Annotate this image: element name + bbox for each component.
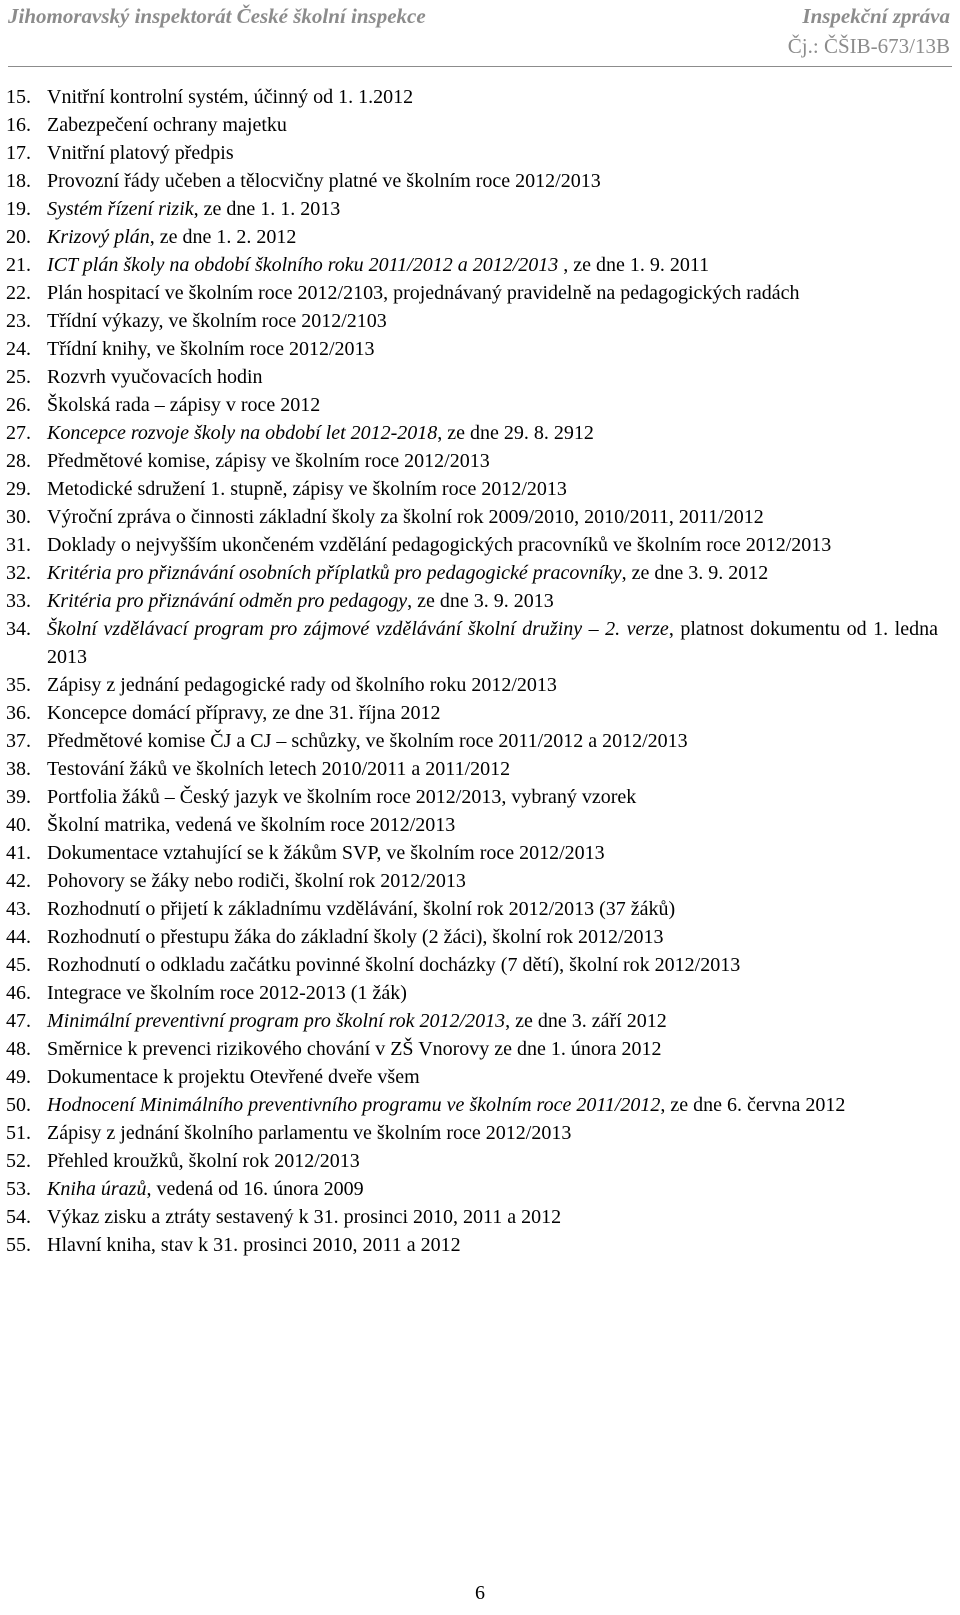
list-item bbox=[6, 839, 938, 867]
list-item-text bbox=[47, 559, 938, 587]
list-item-text bbox=[47, 167, 938, 195]
list-item-text-part: Rozhodnutí o přijetí k základnímu vzdělávání, školní rok 2012/2013 (37 žáků) bbox=[47, 898, 676, 920]
list-item-text bbox=[47, 587, 938, 615]
list-item-number: 23. bbox=[6, 310, 31, 332]
list-item-text-part: Zabezpečení ochrany majetku bbox=[47, 114, 287, 136]
list-item-number: 53. bbox=[6, 1178, 31, 1200]
list-item-text bbox=[47, 727, 938, 755]
list-item-text bbox=[47, 671, 938, 699]
list-item bbox=[6, 251, 938, 279]
list-item bbox=[6, 1007, 938, 1035]
list-item bbox=[6, 783, 938, 811]
list-item bbox=[6, 419, 938, 447]
list-item-text bbox=[47, 1007, 938, 1035]
list-item bbox=[6, 951, 938, 979]
list-item-number: 41. bbox=[6, 842, 31, 864]
list-item-text bbox=[47, 503, 938, 531]
list-item-number: 52. bbox=[6, 1150, 31, 1172]
list-item-text bbox=[47, 307, 938, 335]
list-item-text bbox=[47, 1231, 938, 1259]
list-item bbox=[6, 1119, 938, 1147]
list-item bbox=[6, 979, 938, 1007]
list-item bbox=[6, 391, 938, 419]
list-item bbox=[6, 727, 938, 755]
list-item-text bbox=[47, 1035, 938, 1063]
list-item-text-part: Výroční zpráva o činnosti základní školy za školní rok 2009/2010, 2010/2011, 2011/2012 bbox=[47, 506, 764, 528]
list-item-text-part: , ze dne 6. června 2012 bbox=[660, 1094, 846, 1116]
document-title-italic: Krizový plán bbox=[47, 226, 150, 248]
document-title-italic: Školní vzdělávací program pro zájmové vzdělávání školní družiny – 2. verze bbox=[47, 618, 669, 640]
document-list bbox=[6, 83, 938, 1259]
list-item-text-part: Pohovory se žáky nebo rodiči, školní rok 2012/2013 bbox=[47, 870, 466, 892]
list-item-text-part: Testování žáků ve školních letech 2010/2011 a 2011/2012 bbox=[47, 758, 511, 780]
list-item-number: 29. bbox=[6, 478, 31, 500]
list-item bbox=[6, 531, 938, 559]
list-item-number: 37. bbox=[6, 730, 31, 752]
list-item-text-part: , ze dne 29. 8. 2912 bbox=[437, 422, 594, 444]
list-item-text-part: Rozhodnutí o přestupu žáka do základní školy (2 žáci), školní rok 2012/2013 bbox=[47, 926, 664, 948]
list-item-text bbox=[47, 951, 938, 979]
header-reference-number: Čj.: ČŠIB-673/13B bbox=[787, 34, 950, 58]
header-report-title: Inspekční zpráva bbox=[802, 4, 950, 28]
list-item-text-part: Přehled kroužků, školní rok 2012/2013 bbox=[47, 1150, 360, 1172]
list-item-text-part: Doklady o nejvyšším ukončeném vzdělání pedagogických pracovníků ve školním roce 2012/2013 bbox=[47, 534, 832, 556]
list-item-number: 44. bbox=[6, 926, 31, 948]
list-item-number: 18. bbox=[6, 170, 31, 192]
document-title-italic: Kritéria pro přiznávání osobních příplatků pro pedagogické pracovníky bbox=[47, 562, 622, 584]
list-item-number: 27. bbox=[6, 422, 31, 444]
list-item-text bbox=[47, 83, 938, 111]
list-item-text-part: Předmětové komise ČJ a CJ – schůzky, ve školním roce 2011/2012 a 2012/2013 bbox=[47, 730, 688, 752]
list-item-number: 31. bbox=[6, 534, 31, 556]
list-item-text-part: Provozní řády učeben a tělocvičny platné ve školním roce 2012/2013 bbox=[47, 170, 601, 192]
list-item bbox=[6, 1147, 938, 1175]
list-item-text bbox=[47, 251, 938, 279]
list-item-number: 28. bbox=[6, 450, 31, 472]
list-item bbox=[6, 559, 938, 587]
list-item-text bbox=[47, 1203, 938, 1231]
list-item-text bbox=[47, 223, 938, 251]
header-divider bbox=[8, 66, 952, 67]
list-item-number: 50. bbox=[6, 1094, 31, 1116]
list-item-text-part: , ze dne 3. 9. 2013 bbox=[407, 590, 554, 612]
list-item-number: 26. bbox=[6, 394, 31, 416]
list-item-number: 24. bbox=[6, 338, 31, 360]
document-title-italic: Koncepce rozvoje školy na období let 2012-2018 bbox=[47, 422, 438, 444]
list-item-number: 25. bbox=[6, 366, 31, 388]
list-item-text bbox=[47, 699, 938, 727]
list-item-text bbox=[47, 615, 938, 671]
list-item-text-part: Rozvrh vyučovacích hodin bbox=[47, 366, 263, 388]
list-item-number: 47. bbox=[6, 1010, 31, 1032]
list-item-number: 45. bbox=[6, 954, 31, 976]
list-item-text bbox=[47, 419, 938, 447]
list-item-text-part: Hlavní kniha, stav k 31. prosinci 2010, 2011 a 2012 bbox=[47, 1234, 461, 1256]
list-item-number: 21. bbox=[6, 254, 31, 276]
list-item bbox=[6, 867, 938, 895]
list-item-text bbox=[47, 755, 938, 783]
list-item-text bbox=[47, 867, 938, 895]
list-item-number: 54. bbox=[6, 1206, 31, 1228]
list-item bbox=[6, 83, 938, 111]
list-item-number: 17. bbox=[6, 142, 31, 164]
list-item-text bbox=[47, 1091, 938, 1119]
list-item-number: 32. bbox=[6, 562, 31, 584]
list-item-text-part: , ze dne 1. 1. 2013 bbox=[193, 198, 341, 220]
page-number: 6 bbox=[475, 1582, 485, 1604]
list-item-text-part: Portfolia žáků – Český jazyk ve školním roce 2012/2013, vybraný vzorek bbox=[47, 786, 637, 808]
list-item-number: 55. bbox=[6, 1234, 31, 1256]
list-item bbox=[6, 223, 938, 251]
list-item bbox=[6, 1203, 938, 1231]
list-item bbox=[6, 587, 938, 615]
list-item-number: 36. bbox=[6, 702, 31, 724]
list-item-number: 39. bbox=[6, 786, 31, 808]
list-item-text bbox=[47, 139, 938, 167]
list-item-text-part: Vnitřní platový předpis bbox=[47, 142, 234, 164]
list-item-text bbox=[47, 895, 938, 923]
list-item bbox=[6, 699, 938, 727]
list-item-text-part: Třídní výkazy, ve školním roce 2012/2103 bbox=[47, 310, 387, 332]
list-item-text bbox=[47, 335, 938, 363]
list-item-number: 51. bbox=[6, 1122, 31, 1144]
list-item bbox=[6, 111, 938, 139]
list-item-text-part: Směrnice k prevenci rizikového chování v ZŠ Vnorovy ze dne 1. února 2012 bbox=[47, 1038, 662, 1060]
list-item-text bbox=[47, 1119, 938, 1147]
list-item-text-part: Dokumentace k projektu Otevřené dveře všem bbox=[47, 1066, 420, 1088]
list-item-text bbox=[47, 839, 938, 867]
list-item bbox=[6, 1035, 938, 1063]
list-item bbox=[6, 1091, 938, 1119]
list-item-number: 34. bbox=[6, 618, 31, 640]
list-item bbox=[6, 1063, 938, 1091]
list-item-number: 43. bbox=[6, 898, 31, 920]
list-item-text-part: , vedená od 16. února 2009 bbox=[146, 1178, 364, 1200]
list-item-number: 15. bbox=[6, 86, 31, 108]
list-item bbox=[6, 1175, 938, 1203]
page-header bbox=[8, 2, 950, 64]
list-item-text-part: Koncepce domácí přípravy, ze dne 31. října 2012 bbox=[47, 702, 441, 724]
list-item-text bbox=[47, 923, 938, 951]
list-item-text-part: Plán hospitací ve školním roce 2012/2103, projednávaný pravidelně na pedagogických radách bbox=[47, 282, 800, 304]
list-item-text-part: Třídní knihy, ve školním roce 2012/2013 bbox=[47, 338, 375, 360]
list-item-text bbox=[47, 979, 938, 1007]
list-item-number: 30. bbox=[6, 506, 31, 528]
list-item bbox=[6, 335, 938, 363]
list-item-text bbox=[47, 447, 938, 475]
list-item-text-part: , ze dne 1. 2. 2012 bbox=[149, 226, 297, 248]
list-item bbox=[6, 755, 938, 783]
list-item bbox=[6, 671, 938, 699]
list-item bbox=[6, 307, 938, 335]
document-title-italic: Minimální preventivní program pro školní rok 2012/2013 bbox=[47, 1010, 506, 1032]
list-item-text-part: Dokumentace vztahující se k žákům SVP, ve školním roce 2012/2013 bbox=[47, 842, 605, 864]
list-item bbox=[6, 615, 938, 671]
list-item-text-part: Předmětové komise, zápisy ve školním roce 2012/2013 bbox=[47, 450, 490, 472]
list-item-text bbox=[47, 1175, 938, 1203]
list-item bbox=[6, 195, 938, 223]
list-item-number: 16. bbox=[6, 114, 31, 136]
list-item-text-part: Metodické sdružení 1. stupně, zápisy ve školním roce 2012/2013 bbox=[47, 478, 567, 500]
header-institution: Jihomoravský inspektorát České školní inspekce bbox=[8, 4, 426, 28]
list-item bbox=[6, 923, 938, 951]
list-item bbox=[6, 139, 938, 167]
list-item-text-part: , ze dne 1. 9. 2011 bbox=[558, 254, 710, 276]
list-item-text-part: , platnost dokumentu od 1. ledna 2013 bbox=[47, 618, 938, 668]
list-item-text-part: , ze dne 3. září 2012 bbox=[505, 1010, 667, 1032]
list-item bbox=[6, 503, 938, 531]
list-item-number: 35. bbox=[6, 674, 31, 696]
list-item bbox=[6, 167, 938, 195]
list-item bbox=[6, 363, 938, 391]
list-item-text bbox=[47, 279, 938, 307]
list-item-number: 48. bbox=[6, 1038, 31, 1060]
list-item-text-part: Školní matrika, vedená ve školním roce 2012/2013 bbox=[47, 814, 456, 836]
list-item bbox=[6, 811, 938, 839]
list-item-text-part: Zápisy z jednání školního parlamentu ve školním roce 2012/2013 bbox=[47, 1122, 572, 1144]
list-item bbox=[6, 895, 938, 923]
list-item-text-part: Rozhodnutí o odkladu začátku povinné školní docházky (7 dětí), školní rok 2012/2013 bbox=[47, 954, 741, 976]
document-title-italic: Hodnocení Minimálního preventivního programu ve školním roce 2011/2012 bbox=[47, 1094, 661, 1116]
list-item bbox=[6, 475, 938, 503]
list-item-number: 42. bbox=[6, 870, 31, 892]
list-item-text bbox=[47, 811, 938, 839]
document-title-italic: Systém řízení rizik bbox=[47, 198, 194, 220]
list-item-text bbox=[47, 531, 938, 559]
list-item-number: 33. bbox=[6, 590, 31, 612]
list-item-number: 46. bbox=[6, 982, 31, 1004]
list-item-text bbox=[47, 195, 938, 223]
list-item bbox=[6, 447, 938, 475]
list-item-number: 38. bbox=[6, 758, 31, 780]
list-item-text bbox=[47, 1063, 938, 1091]
list-item-number: 20. bbox=[6, 226, 31, 248]
list-item-text bbox=[47, 391, 938, 419]
list-item-text bbox=[47, 363, 938, 391]
list-item-number: 49. bbox=[6, 1066, 31, 1088]
list-item-text bbox=[47, 783, 938, 811]
list-item-text-part: Zápisy z jednání pedagogické rady od školního roku 2012/2013 bbox=[47, 674, 557, 696]
list-item-text-part: Vnitřní kontrolní systém, účinný od 1. 1.2012 bbox=[47, 86, 414, 108]
list-item-text-part: Školská rada – zápisy v roce 2012 bbox=[47, 394, 321, 416]
list-item bbox=[6, 1231, 938, 1259]
list-item-text-part: Integrace ve školním roce 2012-2013 (1 žák) bbox=[47, 982, 407, 1004]
list-item-text-part: Výkaz zisku a ztráty sestavený k 31. prosinci 2010, 2011 a 2012 bbox=[47, 1206, 562, 1228]
document-title-italic: ICT plán školy na období školního roku 2011/2012 a 2012/2013 bbox=[47, 254, 559, 276]
document-title-italic: Kniha úrazů bbox=[47, 1178, 147, 1200]
list-item-number: 22. bbox=[6, 282, 31, 304]
list-item-text-part: , ze dne 3. 9. 2012 bbox=[621, 562, 769, 584]
list-item-text bbox=[47, 475, 938, 503]
list-item-text bbox=[47, 1147, 938, 1175]
list-item-text bbox=[47, 111, 938, 139]
list-item-number: 40. bbox=[6, 814, 31, 836]
document-title-italic: Kritéria pro přiznávání odměn pro pedagogy bbox=[47, 590, 408, 612]
list-item-number: 19. bbox=[6, 198, 31, 220]
list-item bbox=[6, 279, 938, 307]
